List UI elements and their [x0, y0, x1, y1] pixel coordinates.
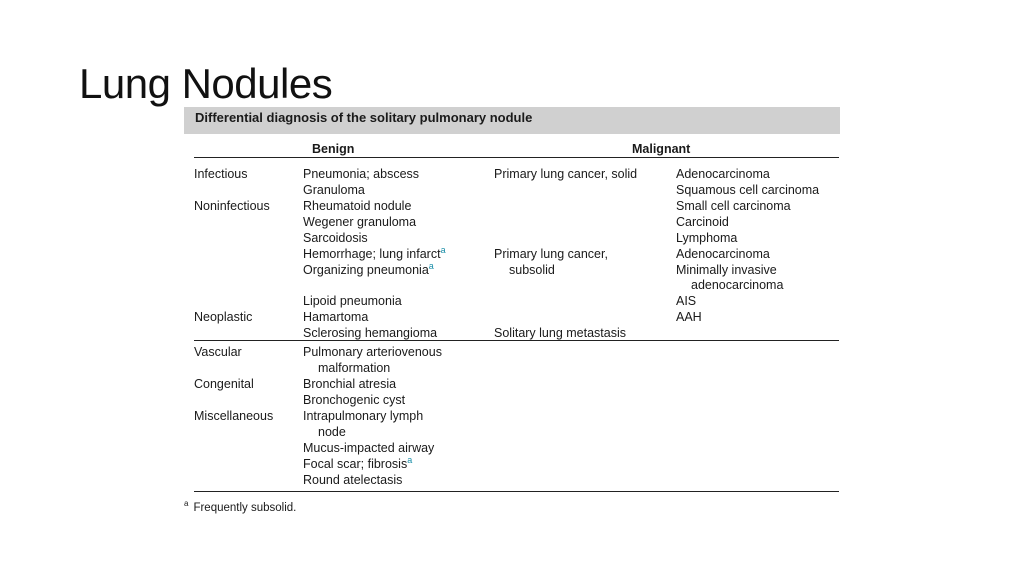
malignant-item: adenocarcinoma — [691, 278, 784, 292]
malignant-item: Small cell carcinoma — [676, 199, 791, 213]
category-vascular: Vascular — [194, 345, 242, 359]
benign-item: Rheumatoid nodule — [303, 199, 412, 213]
benign-item: Pneumonia; abscess — [303, 167, 420, 181]
benign-item: Intrapulmonary lymph — [303, 409, 424, 423]
malignant-item: Minimally invasive — [676, 263, 777, 277]
benign-item: Organizing pneumonia$^a$ — [303, 260, 434, 277]
category-infectious: Infectious — [194, 167, 248, 181]
benign-item: Hamartoma — [303, 310, 369, 324]
malignant-item: AAH — [676, 310, 702, 324]
category-noninfectious: Noninfectious — [194, 199, 270, 213]
footnote-ref: a — [428, 260, 434, 271]
benign-item: Sclerosing hemangioma — [303, 326, 438, 340]
table-caption: Differential diagnosis of the solitary pulmonary nodule — [195, 110, 533, 125]
benign-item: Hemorrhage; lung infarct$^a$ — [303, 244, 446, 261]
category-miscellaneous: Miscellaneous — [194, 409, 274, 423]
benign-item: Lipoid pneumonia — [303, 294, 402, 308]
benign-item: Wegener granuloma — [303, 215, 417, 229]
benign-item: malformation — [318, 361, 391, 375]
bottom-rule — [194, 491, 839, 492]
malignant-category: Primary lung cancer, solid — [494, 167, 638, 181]
benign-item: Pulmonary arteriovenous — [303, 345, 442, 359]
category-neoplastic: Neoplastic — [194, 310, 253, 324]
benign-item: Round atelectasis — [303, 473, 403, 487]
benign-item: node — [318, 425, 346, 439]
malignant-category: Solitary lung metastasis — [494, 326, 627, 340]
footnote-text: Frequently subsolid. — [193, 501, 297, 514]
malignant-category: Primary lung cancer, — [494, 247, 608, 261]
benign-header: Benign — [312, 142, 355, 156]
benign-item: Sarcoidosis — [303, 231, 368, 245]
footnote-ref: a — [440, 244, 446, 255]
footnote-ref: a — [407, 454, 413, 465]
malignant-item: Lymphoma — [676, 231, 738, 245]
malignant-item: Adenocarcinoma — [676, 247, 770, 261]
malignant-header: Malignant — [632, 142, 691, 156]
benign-item: Bronchogenic cyst — [303, 393, 406, 407]
footnote-marker: a — [184, 499, 189, 508]
malignant-category: subsolid — [509, 263, 555, 277]
category-congenital: Congenital — [194, 377, 254, 391]
malignant-item: Carcinoid — [676, 215, 729, 229]
benign-item: Bronchial atresia — [303, 377, 397, 391]
slide-title: Lung Nodules — [79, 60, 333, 107]
malignant-item: AIS — [676, 294, 697, 308]
benign-item: Focal scar; fibrosis$^a$ — [303, 454, 413, 471]
header-rule — [194, 157, 839, 158]
malignant-item: Adenocarcinoma — [676, 167, 770, 181]
malignant-item: Squamous cell carcinoma — [676, 183, 820, 197]
benign-item: Granuloma — [303, 183, 365, 197]
benign-item: Mucus-impacted airway — [303, 441, 435, 455]
table-footnote — [184, 499, 296, 514]
